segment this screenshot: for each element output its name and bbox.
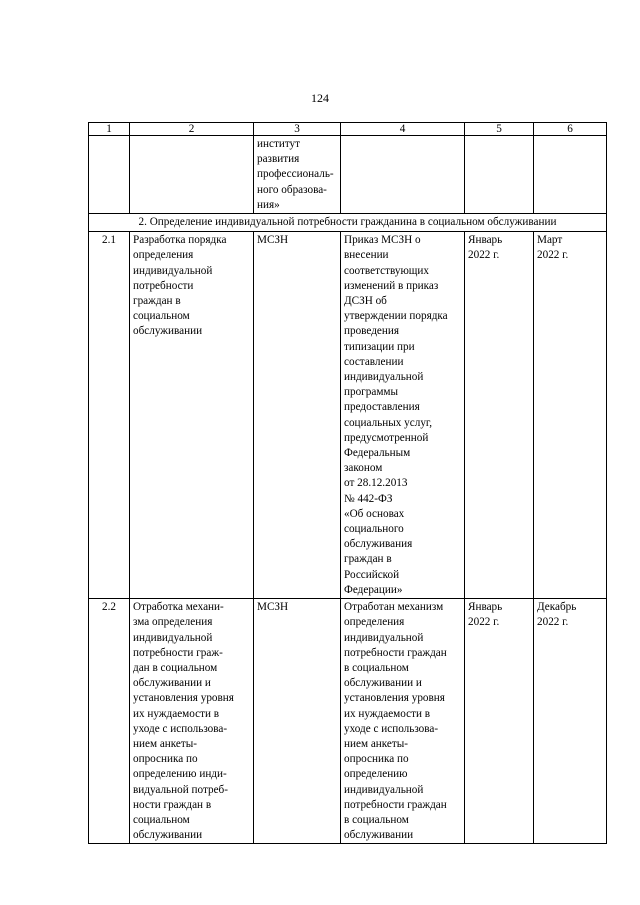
cell-text-line: ного образова-: [257, 183, 327, 196]
cell-text-line: индивидуальной: [344, 631, 424, 644]
cell-text-line: от 28.12.2013: [344, 477, 408, 490]
cell-text-line: 2022 г.: [468, 249, 500, 262]
cell-text-line: индивидуальной: [133, 631, 213, 644]
cell-text-line: предоставления: [344, 401, 420, 414]
section-title: 2. Определение индивидуальной потребности гражданина в социальном обслуживании: [89, 214, 607, 232]
cell-text-line: обслуживании: [133, 325, 203, 338]
cell-text-line: институт: [257, 138, 301, 150]
cell-text-line: социальном: [133, 813, 190, 826]
cell-text-line: законом: [344, 462, 383, 475]
cell-text-line: Приказ МСЗН о: [344, 234, 421, 247]
cell-text-line: обслуживании и: [133, 677, 211, 690]
header-cell: 3: [254, 123, 341, 136]
header-cell: 4: [341, 123, 465, 136]
cell-text-line: Федерации»: [344, 583, 403, 596]
cell-empty: [89, 136, 130, 214]
cell-text-line: программы: [344, 386, 398, 399]
cell-text-line: видуальной потреб-: [133, 783, 228, 796]
cell-text-line: нием анкеты-: [133, 737, 198, 750]
cell-text-line: развития: [257, 153, 300, 166]
cell-text-line: Март: [537, 234, 563, 247]
cell-end-date: [534, 599, 607, 844]
cell-start-date: [465, 599, 534, 844]
header-cell: 5: [465, 123, 534, 136]
cell-text-line: внесении: [344, 249, 389, 262]
cell-text-line: ности граждан в: [133, 798, 212, 811]
cell-text-line: составлении: [344, 355, 404, 368]
cell-text-line: опросника по: [344, 753, 409, 766]
cell-text-line: определения: [344, 616, 405, 629]
cell-text-line: Декабрь: [537, 601, 577, 614]
cell-text-line: утверждении порядка: [344, 310, 448, 323]
cell-empty: [534, 136, 607, 214]
cell-text-line: изменений в приказ: [344, 279, 439, 292]
cell-event: [130, 599, 254, 844]
header-cell: 2: [130, 123, 254, 136]
cell-text-line: профессиональ-: [257, 168, 334, 181]
cell-text-line: «Об основах: [344, 507, 405, 520]
cell-text-line: Разработка порядка: [133, 234, 227, 247]
plan-table: [88, 122, 607, 844]
cell-text-line: соответствующих: [344, 264, 430, 277]
cell-event: [130, 232, 254, 599]
cell-text-line: типизации при: [344, 340, 415, 353]
cell-text-line: проведения: [344, 325, 399, 338]
cell-text-line: Отработан механизм: [344, 601, 444, 614]
cell-text-line: в социальном: [344, 661, 409, 674]
cell-text-line: уходе с использова-: [344, 722, 439, 735]
cell-text-line: ния»: [257, 198, 280, 211]
cell-text-line: обслуживании: [133, 829, 203, 842]
cell-text-line: потребности граждан: [344, 646, 447, 659]
table-header-row: [89, 123, 607, 136]
cell-text-line: опросника по: [133, 753, 198, 766]
cell-text-line: определению: [344, 768, 408, 781]
header-cell: 1: [89, 123, 130, 136]
cell-text-line: определения: [133, 249, 194, 262]
cell-text-line: обслуживания: [344, 538, 413, 551]
cell-text-line: обслуживании: [344, 829, 414, 842]
cell-text-line: потребности граждан: [344, 798, 447, 811]
cell-text-line: социального: [344, 523, 404, 536]
cell-result: [341, 232, 465, 599]
cell-text-line: в социальном: [344, 813, 409, 826]
cell-text-line: 2022 г.: [468, 616, 500, 629]
cell-empty: [465, 136, 534, 214]
cell-text-line: их нуждаемости в: [133, 707, 220, 720]
cell-end-date: [534, 232, 607, 599]
table-row-continued: [89, 136, 607, 214]
cell-text-line: Январь: [468, 601, 503, 614]
cell-text-line: № 442-ФЗ: [344, 492, 393, 505]
cell-text-line: индивидуальной: [133, 264, 213, 277]
cell-text-line: их нуждаемости в: [344, 707, 431, 720]
cell-text-line: индивидуальной: [344, 371, 424, 384]
cell-executor: [254, 599, 341, 844]
cell-text-line: потребности: [133, 279, 194, 292]
cell-number: 2.2: [89, 599, 130, 844]
cell-text-line: потребности граж-: [133, 646, 223, 659]
cell-executor: [254, 232, 341, 599]
cell-text-line: граждан в: [344, 553, 392, 566]
cell-text-line: 2022 г.: [537, 616, 569, 629]
cell-start-date: [465, 232, 534, 599]
cell-text-line: Российской: [344, 568, 400, 581]
header-cell: 6: [534, 123, 607, 136]
cell-text-line: нием анкеты-: [344, 737, 409, 750]
cell-empty: [130, 136, 254, 214]
table-section-row: [89, 214, 607, 232]
cell-text-line: 2022 г.: [537, 249, 569, 262]
cell-text-line: установления уровня: [133, 692, 234, 705]
cell-text-line: Федеральным: [344, 447, 411, 460]
cell-text-line: обслуживании и: [344, 677, 422, 690]
cell-empty: [341, 136, 465, 214]
cell-executor: [254, 136, 341, 214]
cell-text-line: Отработка механи-: [133, 601, 224, 614]
cell-text-line: дан в социальном: [133, 661, 218, 674]
cell-text-line: МСЗН: [257, 234, 289, 247]
cell-text-line: зма определения: [133, 616, 213, 629]
cell-text-line: социальном: [133, 310, 190, 323]
page-number: 124: [311, 91, 329, 105]
cell-text-line: предусмотренной: [344, 431, 429, 444]
cell-text-line: определению инди-: [133, 768, 227, 781]
cell-text-line: уходе с использова-: [133, 722, 228, 735]
table-row: [89, 232, 607, 599]
cell-text-line: граждан в: [133, 295, 181, 308]
cell-text-line: установления уровня: [344, 692, 445, 705]
cell-result: [341, 599, 465, 844]
cell-text-line: индивидуальной: [344, 783, 424, 796]
cell-text-line: МСЗН: [257, 601, 289, 614]
cell-text-line: Январь: [468, 234, 503, 247]
table-row: [89, 599, 607, 844]
cell-text-line: социальных услуг,: [344, 416, 433, 429]
cell-number: 2.1: [89, 232, 130, 599]
cell-text-line: ДСЗН об: [344, 295, 387, 308]
